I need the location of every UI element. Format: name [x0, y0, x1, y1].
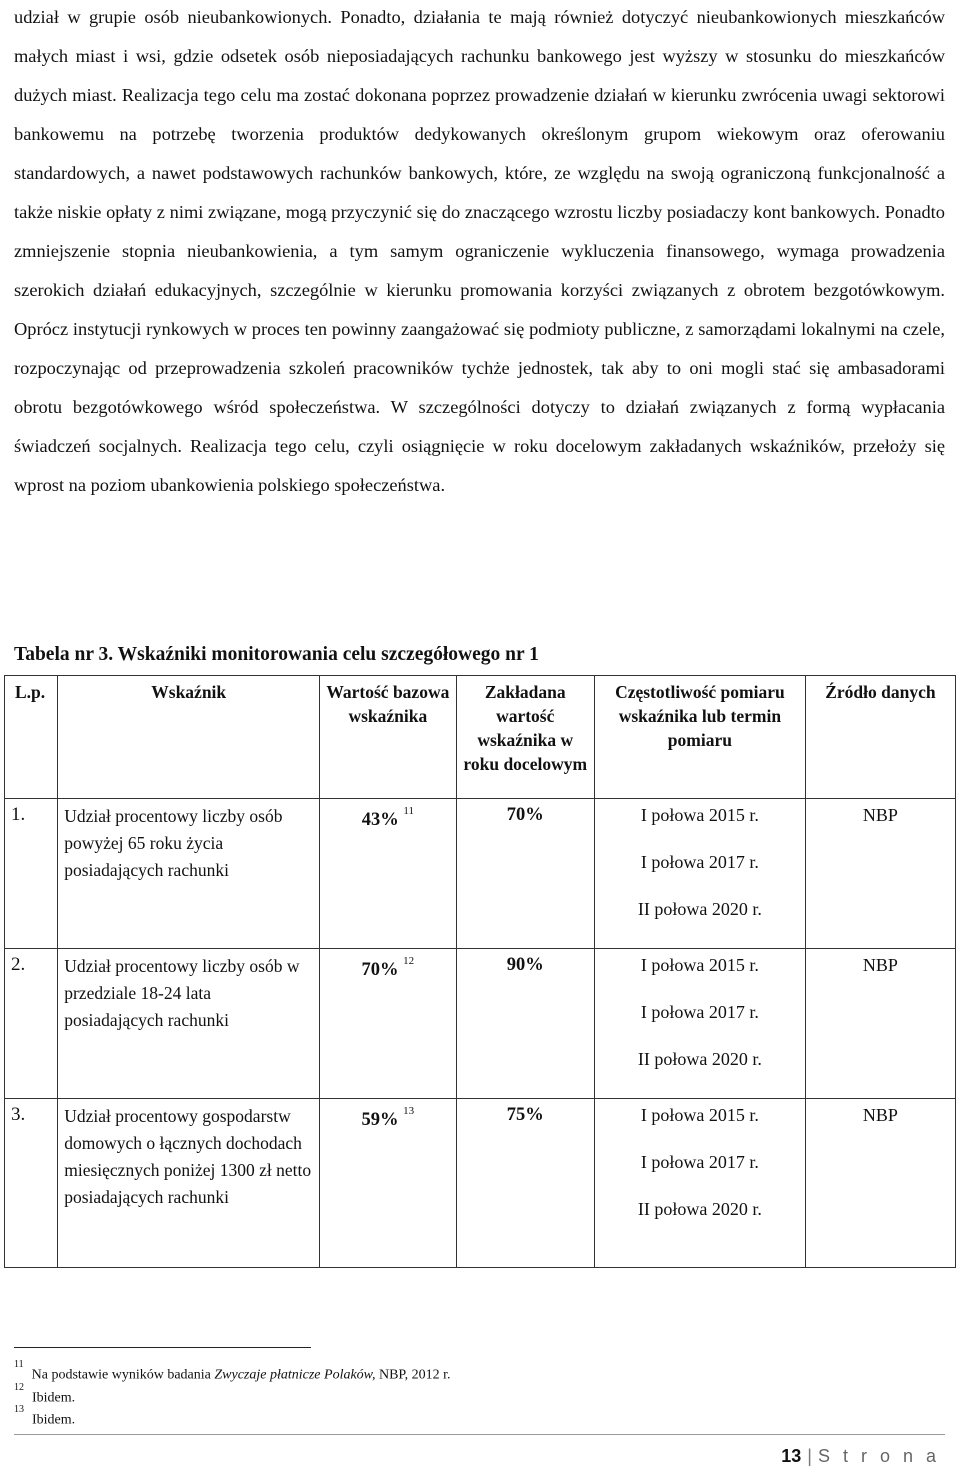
- table-header-row: [5, 676, 956, 799]
- row-lp: 1.: [5, 799, 58, 949]
- header-lp: L.p.: [5, 676, 58, 799]
- table-row: [5, 949, 956, 1099]
- row-target-value: 70%: [456, 799, 594, 949]
- frequency-date: I połowa 2017 r.: [640, 852, 759, 872]
- row-indicator: Udział procentowy liczby osób w przedziale 18-24 lata posiadających rachunki: [58, 949, 320, 1099]
- frequency-date: I połowa 2015 r.: [640, 805, 759, 825]
- body-paragraph: udział w grupie osób nieubankowionych. Ponadto, działania te mają również dotyczyć nieubankowionych mieszkańców małych miast i wsi, gdzie odsetek osób nieposiadających rachunku bankowego jest wyższy w stosunku do mieszkańców dużych miast. Realizacja tego celu ma zostać dokonana poprzez prowadzenie działań w kierunku zwrócenia uwagi sektorowi bankowemu na potrzebę tworzenia produktów dedykowanych określonym grupom wiekowym oraz oferowaniu standardowych, a nawet podstawowych rachunków bankowych, które, ze względu na swoją ograniczoną funkcjonalność a także niskie opłaty z nimi związane, mogą przyczynić się do znaczącego wzrostu liczby posiadaczy kont bankowych. Ponadto zmniejszenie stopnia nieubankowienia, a tym samym ograniczenie wykluczenia finansowego, wymaga prowadzenia szerokich działań edukacyjnych, szczególnie w kierunku promowania korzyści związanych z obrotem bezgotówkowym. Oprócz instytucji rynkowych w proces ten powinny zaangażować się podmioty publiczne, z samorządami lokalnymi na czele, rozpoczynając od przeprowadzenia szkoleń pracowników tychże jednostek, tak aby to oni mogli stać się ambasadorami obrotu bezgotówkowego wśród społeczeństwa. W szczególności dotyczy to działań związanych z formą wypłacania świadczeń socjalnych. Realizacja tego celu, czyli osiągnięcie w roku docelowym zakładanych wskaźników, przełoży się wprost na poziom ubankowienia polskiego społeczeństwa.: [14, 7, 945, 495]
- row-lp: 2.: [5, 949, 58, 1099]
- base-value-text: 43%: [361, 810, 399, 831]
- base-value-text: 70%: [361, 960, 399, 981]
- frequency-date: II połowa 2020 r.: [637, 1199, 762, 1219]
- footnote-11: [14, 1359, 451, 1385]
- row-source: NBP: [805, 1099, 955, 1268]
- footnote-number: 13: [14, 1404, 24, 1415]
- footnote-text: Na podstawie wyników badania: [31, 1367, 215, 1383]
- row-base-value: [320, 949, 456, 1099]
- row-lp: 3.: [5, 1099, 58, 1268]
- frequency-date: II połowa 2020 r.: [637, 1049, 762, 1069]
- row-target-value: 90%: [456, 949, 594, 1099]
- footnote-number: 11: [14, 1359, 24, 1370]
- frequency-date: II połowa 2020 r.: [637, 899, 762, 919]
- base-value-text: 59%: [361, 1110, 399, 1131]
- page-number-footer: [781, 1446, 940, 1467]
- row-frequency: [594, 949, 805, 1099]
- row-base-value: [320, 1099, 456, 1268]
- footnote-text: Ibidem.: [32, 1412, 76, 1428]
- row-indicator: Udział procentowy liczby osób powyżej 65 roku życia posiadających rachunki: [58, 799, 320, 949]
- row-source: NBP: [805, 949, 955, 1099]
- frequency-date: I połowa 2017 r.: [640, 1002, 759, 1022]
- footer-label: S t r o n a: [817, 1446, 940, 1466]
- table-title: Tabela nr 3. Wskaźniki monitorowania celu szczegółowego nr 1: [14, 644, 539, 665]
- footer-separator: |: [807, 1446, 812, 1466]
- row-source: NBP: [805, 799, 955, 949]
- header-base-value: Wartość bazowa wskaźnika: [320, 676, 456, 799]
- page-number: 13: [781, 1446, 802, 1466]
- footnote-italic-title: Zwyczaje płatnicze Polaków,: [214, 1367, 376, 1383]
- row-base-value: [320, 799, 456, 949]
- header-source: Źródło danych: [805, 676, 955, 799]
- header-indicator: Wskaźnik: [58, 676, 320, 799]
- footnote-ref: 11: [403, 805, 414, 817]
- footnote-number: 12: [14, 1382, 24, 1393]
- row-indicator: Udział procentowy gospodarstw domowych o łącznych dochodach miesięcznych poniżej 1300 zł netto posiadających rachunki: [58, 1099, 320, 1268]
- footnote-ref: 13: [403, 1105, 415, 1117]
- row-frequency: [594, 799, 805, 949]
- footnote-text-end: NBP, 2012 r.: [375, 1367, 451, 1383]
- frequency-date: I połowa 2015 r.: [640, 1105, 759, 1125]
- row-frequency: [594, 1099, 805, 1268]
- indicators-table: [4, 675, 956, 1268]
- footer-divider: [14, 1434, 945, 1435]
- frequency-date: I połowa 2017 r.: [640, 1152, 759, 1172]
- footnote-13: [14, 1404, 76, 1430]
- header-frequency: Częstotliwość pomiaru wskaźnika lub termin pomiaru: [594, 676, 805, 799]
- footnote-divider: [14, 1347, 311, 1348]
- footnote-ref: 12: [403, 955, 415, 967]
- header-target-value: Zakładana wartość wskaźnika w roku docelowym: [456, 676, 594, 799]
- row-target-value: 75%: [456, 1099, 594, 1268]
- table-row: [5, 1099, 956, 1268]
- footnote-text: Ibidem.: [32, 1390, 76, 1406]
- table-row: [5, 799, 956, 949]
- frequency-date: I połowa 2015 r.: [640, 955, 759, 975]
